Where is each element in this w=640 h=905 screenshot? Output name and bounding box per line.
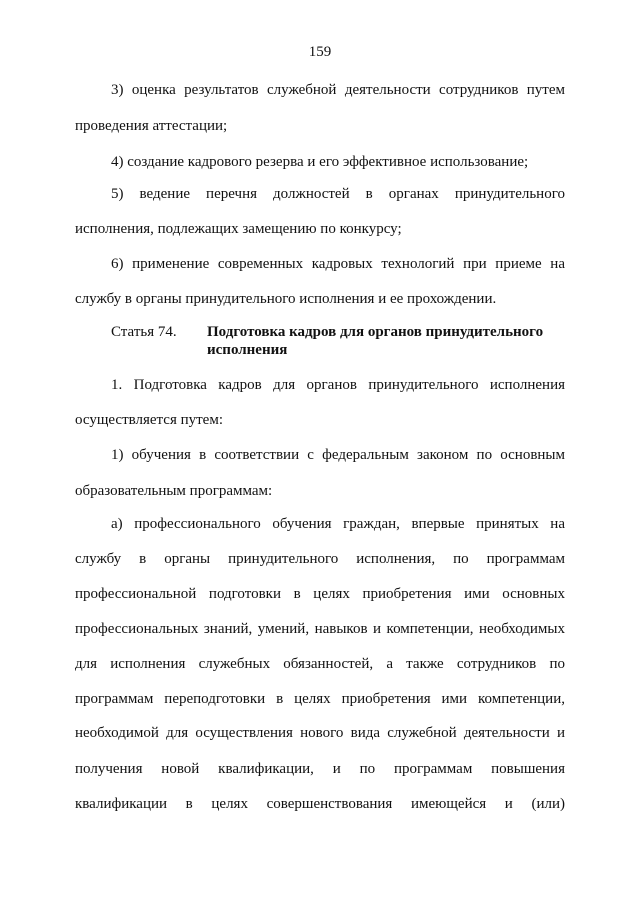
- text-line: 1. Подготовка кадров для органов принудительного исполнения: [111, 377, 565, 393]
- text-line: образовательным программам:: [75, 483, 273, 499]
- text-line: 5) ведение перечня должностей в органах принудительного: [111, 186, 565, 202]
- text-line: 1) обучения в соответствии с федеральным законом по основным: [111, 447, 565, 463]
- text-line: осуществляется путем:: [75, 412, 224, 428]
- article-title: [207, 323, 567, 359]
- text-line: получения новой квалификации, и по программам повышения: [75, 761, 565, 777]
- article-title-line: Подготовка кадров для органов принудительного: [207, 324, 544, 340]
- article-title-line: исполнения: [207, 342, 288, 358]
- article-label: Статья 74.: [111, 324, 177, 340]
- text-line: для исполнения служебных обязанностей, а также сотрудников по: [75, 656, 565, 672]
- text-line: проведения аттестации;: [75, 118, 228, 134]
- text-line: а) профессионального обучения граждан, впервые принятых на: [111, 516, 565, 532]
- text-line: 4) создание кадрового резерва и его эффективное использование;: [111, 154, 529, 170]
- page-number: 159: [308, 44, 332, 60]
- text-line: программам переподготовки в целях приобретения ими компетенции,: [75, 691, 565, 707]
- text-line: необходимой для осуществления нового вида служебной деятельности и: [75, 725, 565, 741]
- text-line: 6) применение современных кадровых технологий при приеме на: [111, 256, 565, 272]
- text-line: профессиональных знаний, умений, навыков и компетенции, необходимых: [75, 621, 565, 637]
- text-line: службу в органы принудительного исполнения, по программам: [75, 551, 565, 567]
- text-line: исполнения, подлежащих замещению по конкурсу;: [75, 221, 402, 237]
- text-line: службу в органы принудительного исполнения и ее прохождении.: [75, 291, 497, 307]
- text-line: профессиональной подготовки в целях приобретения ими основных: [75, 586, 565, 602]
- text-line: квалификации в целях совершенствования имеющейся и (или): [75, 796, 565, 812]
- text-line: 3) оценка результатов служебной деятельности сотрудников путем: [111, 82, 565, 98]
